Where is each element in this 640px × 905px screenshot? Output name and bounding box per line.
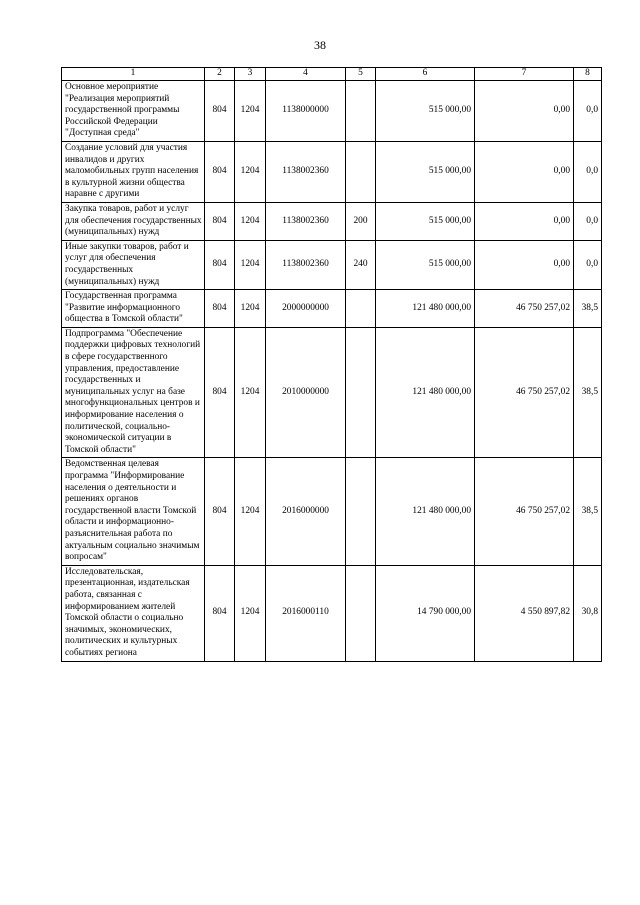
cell-expense-type: 200: [346, 202, 376, 240]
column-header: 2: [205, 68, 235, 81]
cell-executed: 0,00: [475, 240, 574, 289]
cell-target-article: 2016000000: [266, 458, 346, 565]
cell-expense-type: [346, 81, 376, 142]
cell-planned: 121 480 000,00: [376, 290, 475, 328]
cell-ministry: 804: [205, 202, 235, 240]
cell-section: 1204: [235, 290, 266, 328]
cell-ministry: 804: [205, 458, 235, 565]
cell-section: 1204: [235, 202, 266, 240]
cell-section: 1204: [235, 327, 266, 458]
cell-expense-type: [346, 565, 376, 661]
cell-planned: 14 790 000,00: [376, 565, 475, 661]
column-header: 7: [475, 68, 574, 81]
cell-expense-type: [346, 458, 376, 565]
table-row: [62, 202, 602, 240]
cell-percent: 0,0: [574, 202, 602, 240]
cell-executed: 0,00: [475, 141, 574, 202]
cell-ministry: 804: [205, 141, 235, 202]
cell-percent: 38,5: [574, 290, 602, 328]
cell-planned: 121 480 000,00: [376, 458, 475, 565]
table-row: [62, 240, 602, 289]
table-row: [62, 565, 602, 661]
cell-expense-type: [346, 290, 376, 328]
table-row: [62, 141, 602, 202]
row-name: Основное мероприятие "Реализация мероприятий государственной программы Российской Федерации "Доступная среда": [62, 81, 205, 142]
cell-section: 1204: [235, 240, 266, 289]
cell-target-article: 2010000000: [266, 327, 346, 458]
cell-planned: 515 000,00: [376, 202, 475, 240]
cell-section: 1204: [235, 565, 266, 661]
cell-target-article: 1138002360: [266, 141, 346, 202]
column-header: 6: [376, 68, 475, 81]
cell-target-article: 1138002360: [266, 202, 346, 240]
row-name: Подпрограмма "Обеспечение поддержки цифровых технологий в сфере государственного управления, предоставление государственных и муниципальных услуг на базе многофункциональных центров и информирование населения о политической, социально-экономической ситуации в Томской области": [62, 327, 205, 458]
cell-executed: 46 750 257,02: [475, 458, 574, 565]
cell-executed: 46 750 257,02: [475, 290, 574, 328]
column-header: 8: [574, 68, 602, 81]
column-header: 5: [346, 68, 376, 81]
column-header: 3: [235, 68, 266, 81]
cell-percent: 0,0: [574, 141, 602, 202]
cell-percent: 30,8: [574, 565, 602, 661]
cell-target-article: 2000000000: [266, 290, 346, 328]
cell-expense-type: [346, 327, 376, 458]
cell-expense-type: 240: [346, 240, 376, 289]
cell-planned: 515 000,00: [376, 81, 475, 142]
table-row: [62, 458, 602, 565]
cell-percent: 0,0: [574, 240, 602, 289]
cell-section: 1204: [235, 141, 266, 202]
cell-section: 1204: [235, 458, 266, 565]
row-name: Закупка товаров, работ и услуг для обеспечения государственных (муниципальных) нужд: [62, 202, 205, 240]
cell-ministry: 804: [205, 81, 235, 142]
cell-planned: 515 000,00: [376, 141, 475, 202]
cell-section: 1204: [235, 81, 266, 142]
cell-ministry: 804: [205, 240, 235, 289]
cell-percent: 38,5: [574, 458, 602, 565]
row-name: Иные закупки товаров, работ и услуг для обеспечения государственных (муниципальных) нужд: [62, 240, 205, 289]
cell-percent: 38,5: [574, 327, 602, 458]
table-row: [62, 81, 602, 142]
cell-ministry: 804: [205, 565, 235, 661]
cell-percent: 0,0: [574, 81, 602, 142]
cell-target-article: 1138000000: [266, 81, 346, 142]
cell-executed: 0,00: [475, 202, 574, 240]
budget-table: [61, 67, 602, 662]
column-header: 4: [266, 68, 346, 81]
cell-target-article: 2016000110: [266, 565, 346, 661]
cell-executed: 0,00: [475, 81, 574, 142]
cell-executed: 46 750 257,02: [475, 327, 574, 458]
cell-target-article: 1138002360: [266, 240, 346, 289]
header-row: [62, 68, 602, 81]
table-row: [62, 290, 602, 328]
page-number: 38: [314, 38, 326, 52]
table-row: [62, 327, 602, 458]
cell-executed: 4 550 897,82: [475, 565, 574, 661]
cell-ministry: 804: [205, 290, 235, 328]
row-name: Исследовательская, презентационная, издательская работа, связанная с информированием жителей Томской области о социально значимых, экономических, политических и культурных событиях региона: [62, 565, 205, 661]
row-name: Ведомственная целевая программа "Информирование населения о деятельности и решениях органов государственной власти Томской области и информационно-разъяснительная работа по актуальным социально значимым вопросам": [62, 458, 205, 565]
column-header: 1: [62, 68, 205, 81]
row-name: Государственная программа "Развитие информационного общества в Томской области": [62, 290, 205, 328]
cell-expense-type: [346, 141, 376, 202]
cell-planned: 121 480 000,00: [376, 327, 475, 458]
cell-planned: 515 000,00: [376, 240, 475, 289]
cell-ministry: 804: [205, 327, 235, 458]
row-name: Создание условий для участия инвалидов и других маломобильных групп населения в культурной жизни общества наравне с другими: [62, 141, 205, 202]
